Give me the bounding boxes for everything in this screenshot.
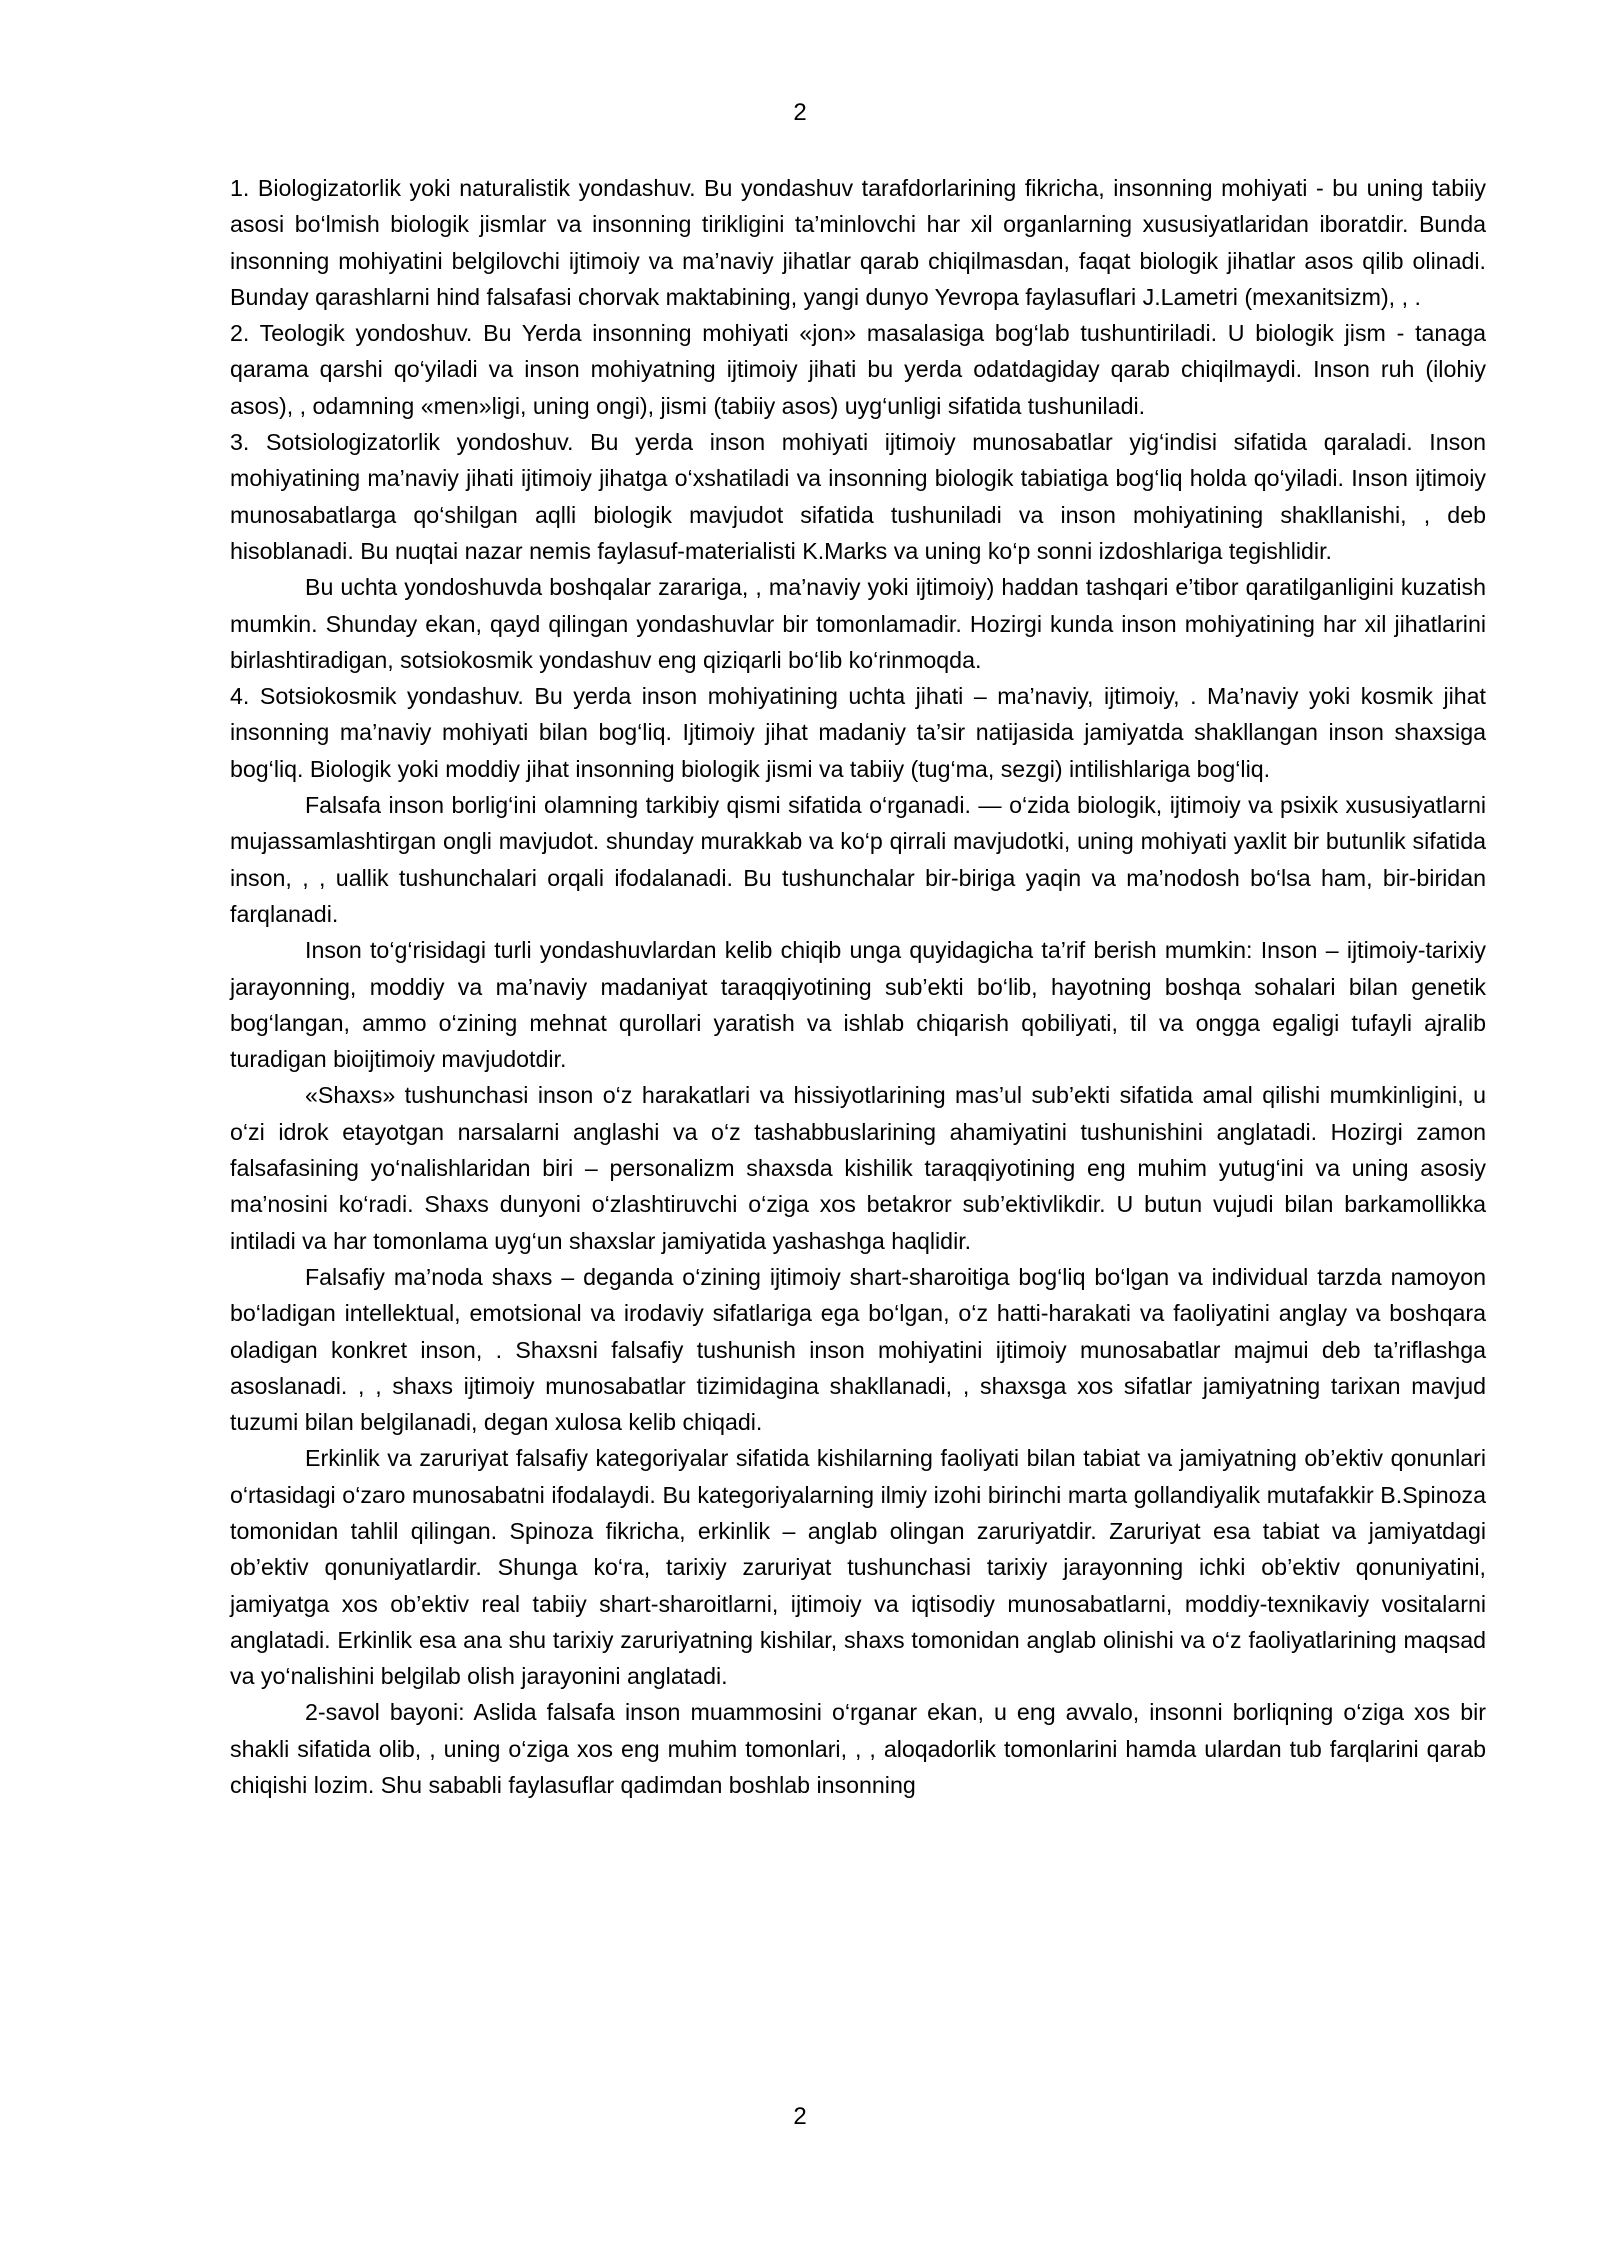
- paragraph-2-savol: 2-savol bayoni: Aslida falsafa inson muammosini o‘rganar ekan, u eng avvalo, insonni borliqning o‘ziga xos bir shakli sifatida olib, , uning o‘ziga xos eng muhim tomonlari, , , aloqadorlik tomonlarini hamda ulardan tub farqlarini qarab chiqishi lozim. Shu sababli faylasuflar qadimdan boshlab insonning: [230, 1699, 1486, 1799]
- page-number-bottom: 2: [793, 2103, 807, 2130]
- paragraph-falsafa-inson: Falsafa inson borlig‘ini olamning tarkibiy qismi sifatida o‘rganadi. — o‘zida biologik, ijtimoiy va psixik xususiyatlarni mujassamlashtirgan ongli mavjudot. shunday murakkab va ko‘p qirrali mavjudotki, uning mohiyati yaxlit bir butunlik sifatida inson, , , uallik tushunchalari orqali ifodalanadi. Bu tushunchalar bir-biriga yaqin va ma’nodosh bo‘lsa ham, bir-biridan farqlanadi.: [230, 792, 1486, 927]
- paragraph-biologizatorlik: 1. Biologizatorlik yoki naturalistik yondashuv. Bu yondashuv tarafdorlarining fikricha, insonning mohiyati - bu uning tabiiy asosi bo‘lmish biologik jismlar va insonning tirikligini ta’minlovchi har xil organlarning xususiyatlaridan iboratdir. Bunda insonning mohiyatini belgilovchi ijtimoiy va ma’naviy jihatlar qarab chiqilmasdan, faqat biologik jihatlar asos qilib olinadi. Bunday qarashlarni hind falsafasi chorvak maktabining, yangi dunyo Yevropa faylasuflari J.Lametri (mexanitsizm), , .: [230, 175, 1486, 310]
- page-number-top: 2: [793, 99, 807, 126]
- paragraph-sotsiologizatorlik: 3. Sotsiologizatorlik yondoshuv. Bu yerda inson mohiyati ijtimoiy munosabatlar yig‘indisi sifatida qaraladi. Inson mohiyatining ma’naviy jihati ijtimoiy jihatga o‘xshatiladi va insonning biologik tabiatiga bog‘liq holda qo‘yiladi. Inson ijtimoiy munosabatlarga qo‘shilgan aqlli biologik mavjudot sifatida tushuniladi va inson mohiyatining shakllanishi, , deb hisoblanadi. Bu nuqtai nazar nemis faylasuf-materialisti K.Marks va uning ko‘p sonni izdoshlariga tegishlidir.: [230, 429, 1486, 564]
- paragraph-erkinlik-zaruriyat: Erkinlik va zaruriyat falsafiy kategoriyalar sifatida kishilarning faoliyati bilan tabiat va jamiyatning ob’ektiv qonunlari o‘rtasidagi o‘zaro munosabatni ifodalaydi. Bu kategoriyalarning ilmiy izohi birinchi marta gollandiyalik mutafakkir B.Spinoza tomonidan tahlil qilingan. Spinoza fikricha, erkinlik – anglab olingan zaruriyatdir. Zaruriyat esa tabiat va jamiyatdagi ob’ektiv qonuniyatlardir. Shunga ko‘ra, tarixiy zaruriyat tushunchasi tarixiy jarayonning ichki ob’ektiv qonuniyatini, jamiyatga xos ob’ektiv real tabiiy shart-sharoitlarni, ijtimoiy va iqtisodiy munosabatlarni, moddiy-texnikaviy vositalarni anglatadi. Erkinlik esa ana shu tarixiy zaruriyatning kishilar, shaxs tomonidan anglab olinishi va o‘z faoliyatlarining maqsad va yo‘nalishini belgilab olish jarayonini anglatadi.: [230, 1445, 1486, 1690]
- paragraph-inson-tarif: Inson to‘g‘risidagi turli yondashuvlardan kelib chiqib unga quyidagicha ta’rif berish mumkin: Inson – ijtimoiy-tarixiy jarayonning, moddiy va ma’naviy madaniyat taraqqiyotining sub’ekti bo‘lib, hayotning boshqa sohalari bilan genetik bog‘langan, ammo o‘zining mehnat qurollari yaratish va ishlab chiqarish qobiliyati, til va ongga egaligi tufayli ajralib turadigan bioijtimoiy mavjudotdir.: [230, 937, 1486, 1073]
- paragraph-sotsiokosmik: 4. Sotsiokosmik yondashuv. Bu yerda inson mohiyatining uchta jihati – ma’naviy, ijtimoiy, . Ma’naviy yoki kosmik jihat insonning ma’naviy mohiyati bilan bog‘liq. Ijtimoiy jihat madaniy ta’sir natijasida jamiyatda shakllangan inson shaxsiga bog‘liq. Biologik yoki moddiy jihat insonning biologik jismi va tabiiy (tug‘ma, sezgi) intilishlariga bog‘liq.: [230, 683, 1486, 782]
- paragraph-teologik: 2. Teologik yondoshuv. Bu Yerda insonning mohiyati «jon» masalasiga bog‘lab tushuntiriladi. U biologik jism - tanaga qarama qarshi qo‘yiladi va inson mohiyatning ijtimoiy jihati bu yerda odatdagiday qarab chiqilmaydi. Inson ruh (ilohiy asos), , odamning «men»ligi, uning ongi), jismi (tabiiy asos) uyg‘unligi sifatida tushuniladi.: [230, 320, 1486, 419]
- paragraph-shaxs-tushunchasi: «Shaxs» tushunchasi inson o‘z harakatlari va hissiyotlarining mas’ul sub’ekti sifatida amal qilishi mumkinligini, u o‘zi idrok etayotgan narsalarni anglashi va o‘z tashabbuslarining ahamiyatini tushunishini anglatadi. Hozirgi zamon falsafasining yo‘nalishlaridan biri – personalizm shaxsda kishilik taraqqiyotining eng muhim yutug‘ini va uning asosiy ma’nosini ko‘radi. Shaxs dunyoni o‘zlashtiruvchi o‘ziga xos betakror sub’ektivlikdir. U butun vujudi bilan barkamollikka intiladi va har tomonlama uyg‘un shaxslar jamiyatida yashashga haqlidir.: [230, 1082, 1486, 1254]
- paragraph-falsafiy-shaxs: Falsafiy ma’noda shaxs – deganda o‘zining ijtimoiy shart-sharoitiga bog‘liq bo‘lgan va individual tarzda namoyon bo‘ladigan intellektual, emotsional va irodaviy sifatlariga ega bo‘lgan, o‘z hatti-harakati va faoliyatini anglay va boshqara oladigan konkret inson, . Shaxsni falsafiy tushunish inson mohiyatini ijtimoiy munosabatlar majmui deb ta’riflashga asoslanadi. , , shaxs ijtimoiy munosabatlar tizimidagina shakllanadi, , shaxsga xos sifatlar jamiyatning tarixan mavjud tuzumi bilan belgilanadi, degan xulosa kelib chiqadi.: [230, 1263, 1486, 1436]
- document-body: [230, 170, 1486, 1803]
- paragraph-uchta-yondoshuv: Bu uchta yondoshuvda boshqalar zarariga, , ma’naviy yoki ijtimoiy) haddan tashqari e’tibor qaratilganligini kuzatish mumkin. Shunday ekan, qayd qilingan yondashuvlar bir tomonlamadir. Hozirgi kunda inson mohiyatining har xil jihatlarini birlashtiradigan, sotsiokosmik yondashuv eng qiziqarli bo‘lib ko‘rinmoqda.: [230, 574, 1486, 673]
